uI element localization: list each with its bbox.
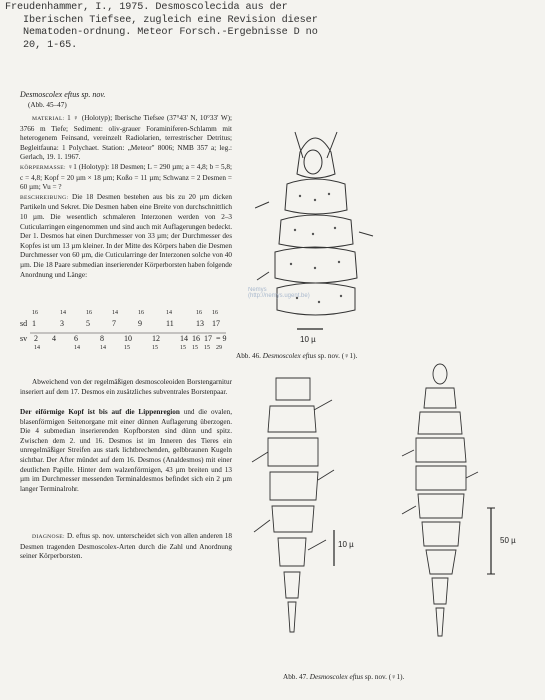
figure-47-left-drawing: [248, 370, 338, 660]
sv-length: 15: [180, 345, 186, 351]
sv-length: 14: [100, 345, 106, 351]
caption-species: Desmoscolex eftus: [262, 352, 317, 360]
species-title: Desmoscolex eftus sp. nov.: [20, 90, 106, 99]
caption-species: Desmoscolex eftus: [309, 673, 364, 681]
citation-line: Freudenhammer, I., 1975. Desmoscolecida aus der: [5, 2, 288, 13]
scale-bar-47-right: [486, 506, 496, 576]
sd-length: 14: [60, 310, 66, 316]
figure-47-right-drawing: [400, 360, 480, 660]
sv-length: 14: [74, 345, 80, 351]
sv-label: sv: [20, 334, 28, 343]
sd-length: 16: [138, 310, 144, 316]
citation-line: Iberischen Tiefsee, zugleich eine Revision dieser: [5, 14, 318, 26]
watermark-line: (http://nemys.ugent.be): [248, 293, 310, 299]
sv-total: = 9: [216, 334, 227, 343]
measure-text: ♀1 (Holotyp): 18 Desmen; L = 290 µm; a = 4,8; b = 5,8; c = 4,8; Kopf = 20 µm × 18 µm; Koßo = 11 µm; Schwanz = 2 Desmen = 60 µm; Vu = ?: [20, 162, 232, 192]
citation-line: 20, 1-65.: [5, 39, 78, 51]
sv-length: 14: [34, 345, 40, 351]
sd-length: 16: [196, 310, 202, 316]
scale-label-47-right: 50 µ: [500, 536, 516, 545]
watermark: [248, 287, 428, 313]
desmos-number: 2: [34, 334, 38, 343]
sv-length: 15: [204, 345, 210, 351]
sv-length: 29: [216, 345, 222, 351]
caption-suffix: sp. nov. (♀1).: [364, 673, 405, 681]
desmos-number: 1: [32, 319, 36, 328]
sd-length: 14: [112, 310, 118, 316]
paragraph-text: Abweichend von der regelmäßigen desmoscoleoiden Borstengarnitur inseriert auf dem 17. Desmos ein zusätzliches subventrales Borstenpaar.: [20, 378, 232, 396]
citation-header: [5, 2, 395, 52]
article-paragraph: [20, 378, 232, 397]
figure-reference: (Abb. 45–47): [28, 101, 67, 109]
description-label: BESCHREIBUNG:: [20, 194, 69, 201]
sd-length: 16: [32, 310, 38, 316]
article-body: [20, 114, 232, 280]
desmos-number: 11: [166, 319, 174, 328]
desmos-number: 5: [86, 319, 90, 328]
sv-length: 15: [152, 345, 158, 351]
caption-suffix: sp. nov. (♀1).: [317, 352, 358, 360]
setae-formula: [20, 310, 232, 366]
sd-label: sd: [20, 319, 28, 328]
sd-length: 16: [212, 310, 218, 316]
scale-bar-46: [295, 326, 325, 332]
sv-length: 15: [192, 345, 198, 351]
desmos-number: 6: [74, 334, 78, 343]
caption-prefix: Abb. 47.: [283, 673, 308, 681]
material-text: 1 ♀ (Holotyp); Iberische Tiefsee (37°43' N, 10°33' W); 3766 m Tiefe; Sediment: oliv-grauer Foraminiferen-Schlamm mit heterogenem Feinsand, vereinzelt Radiolarien, terrestrischer Detritus; Begleitfauna: 1 Polychaet. Station: „Meteor" 8006; NMB 357 a; leg.: Gerlach, 19. 1. 1967.: [20, 114, 232, 162]
measure-label: KÖRPERMASSE:: [20, 164, 66, 171]
sd-length: 14: [166, 310, 172, 316]
citation-line: Nematoden-ordnung. Meteor Forsch.-Ergebnisse D no: [5, 27, 318, 38]
figure-47-caption: [283, 673, 404, 681]
caption-prefix: Abb. 46.: [236, 352, 261, 360]
highlighted-sentence: Der eiförmige Kopf ist bis auf die Lippenregion: [20, 408, 180, 416]
diagnosis-label: DIAGNOSE:: [32, 534, 65, 540]
article-paragraph: [20, 408, 232, 494]
desmos-number: 3: [60, 319, 64, 328]
article-paragraph: [20, 532, 232, 562]
desmos-number: 14: [180, 334, 188, 343]
desmos-number: 8: [100, 334, 104, 343]
sv-row: [20, 334, 232, 344]
desmos-number: 4: [52, 334, 56, 343]
scale-label-47-left: 10 µ: [338, 540, 354, 549]
watermark-line: Nemys: [248, 287, 267, 293]
scale-bar-47-left: [330, 528, 338, 568]
desmos-number: 10: [124, 334, 132, 343]
scale-label-46: 10 µ: [300, 335, 316, 344]
desmos-number: 12: [152, 334, 160, 343]
paragraph-text: D. eftus sp. nov. unterscheidet sich von allen anderen 18 Desmen tragenden Desmoscolex-Arten durch die Zahl und Anordnung seiner Körperborsten.: [20, 532, 232, 561]
material-label: MATERIAL:: [32, 116, 65, 122]
desmos-number: 9: [138, 319, 142, 328]
paragraph-text: und die ovalen, blasenförmigen Seitenorgane mit einer dünnen Auflagerung überzogen. Die 4 submedian inserierenden Kopfborsten sind dünn und spitz. Zwischen dem 2. und 16. Desmos ist im Inneren des Tieres ein unregelmäßiger Streifen aus stark lichtbrechenden, gelbbraunen Kugeln sichtbar. Der After mündet auf dem 16. Desmos (Analdesmos) mit einer deutlichen Papille. Hinter dem walzenförmigen, 43 µm breiten und 13 µm im Durchmesser messenden Terminaldesmos befindet sich ein 2 µm langer Terminalrohr.: [20, 408, 233, 493]
sd-row: [20, 319, 232, 329]
sv-length: 15: [124, 345, 130, 351]
figure-46-caption: [236, 352, 357, 360]
desmos-number: 16: [192, 334, 200, 343]
desmos-number: 17: [204, 334, 212, 343]
desmos-number: 7: [112, 319, 116, 328]
desmos-number: 13: [196, 319, 204, 328]
description-text: Die 18 Desmen bestehen aus bis zu 20 µm dicken Partikeln und Sekret. Die Desmen haben eine Breite von durchschnittlich 10 µm. Die wesentlich schmaleren Interzonen werden von 2–3 Cuticularringen eingenommen und sind auch mit Auflagerungen bedeckt. Der 1. Desmos hat einen Durchmesser von 33 µm; der Durchmesser des Kopfes ist um 13 µm kleiner. In der Mitte des Körpers haben die Desmen Durchmesser von 60 µm, die Cuticularringe der Interzonen solche von 40 µm. Die 18 Paare submedian inserierender Körperborsten haben folgende Anordnung und Länge:: [20, 192, 232, 279]
sd-length: 16: [86, 310, 92, 316]
sv-lengths-row: [20, 345, 232, 355]
desmos-number: 17: [212, 319, 220, 328]
